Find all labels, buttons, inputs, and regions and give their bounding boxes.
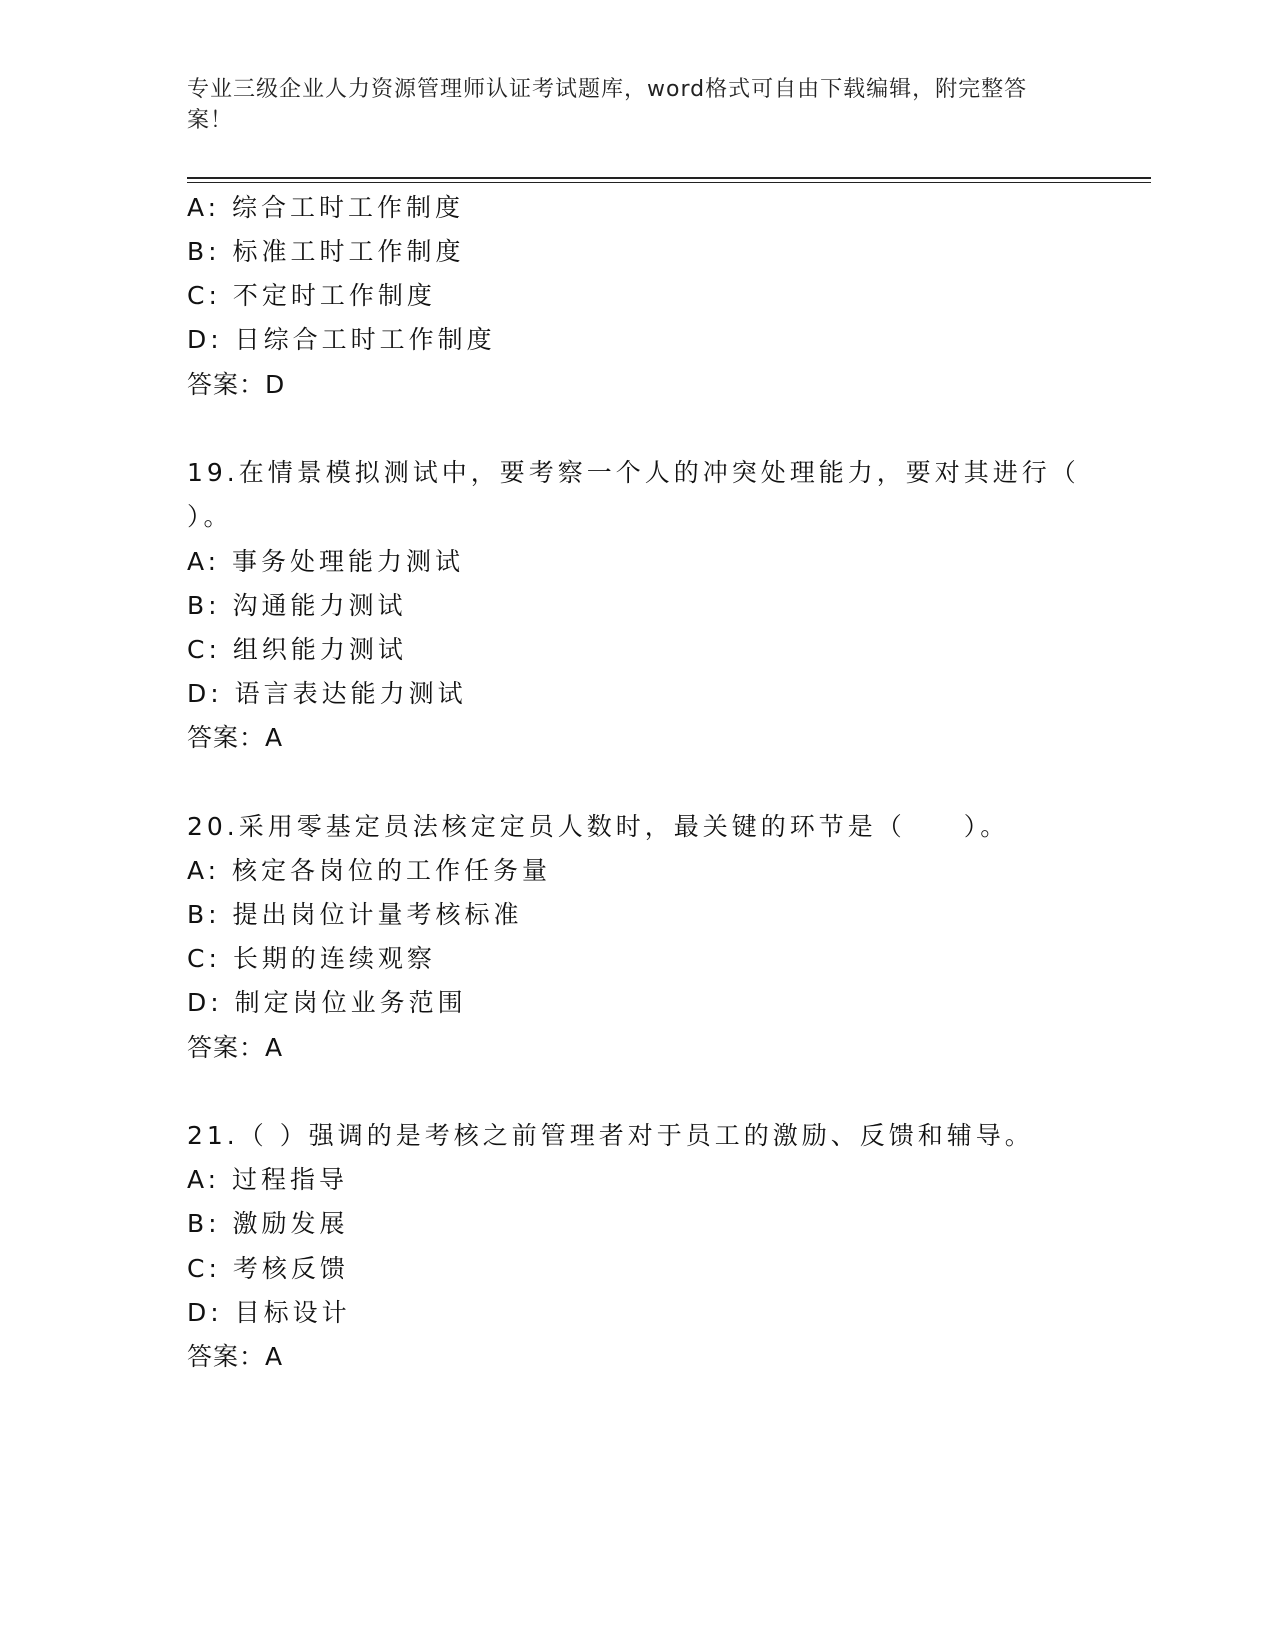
q18-option-c: C: 不定时工作制度 xyxy=(187,281,436,310)
q21-answer: 答案：A xyxy=(187,1342,284,1371)
q19-stem-line2: ）。 xyxy=(187,502,233,531)
header-rule-thick xyxy=(187,177,1151,179)
q19-option-d: D: 语言表达能力测试 xyxy=(187,679,467,708)
q18-answer: 答案：D xyxy=(187,370,286,399)
q19-stem-line1: 19.在情景模拟测试中，要考察一个人的冲突处理能力，要对其进行（ xyxy=(187,458,1080,487)
q21-option-a: A: 过程指导 xyxy=(187,1165,349,1194)
q20-option-b: B: 提出岗位计量考核标准 xyxy=(187,900,523,929)
q18-option-d: D: 日综合工时工作制度 xyxy=(187,325,496,354)
q21-option-d: D: 目标设计 xyxy=(187,1298,351,1327)
q21-option-b: B: 激励发展 xyxy=(187,1209,349,1238)
q18-option-a: A: 综合工时工作制度 xyxy=(187,193,465,222)
q19-option-a: A: 事务处理能力测试 xyxy=(187,547,465,576)
q20-stem: 20.采用零基定员法核定定员人数时，最关键的环节是（ ）。 xyxy=(187,812,1010,841)
page-header: 专业三级企业人力资源管理师认证考试题库，word格式可自由下载编辑，附完整答案！ xyxy=(187,77,1028,133)
q20-option-c: C: 长期的连续观察 xyxy=(187,944,436,973)
q18-option-b: B: 标准工时工作制度 xyxy=(187,237,465,266)
q21-stem: 21.（ ）强调的是考核之前管理者对于员工的激励、反馈和辅导。 xyxy=(187,1121,1034,1150)
q19-option-c: C: 组织能力测试 xyxy=(187,635,407,664)
q20-option-d: D: 制定岗位业务范围 xyxy=(187,988,467,1017)
q19-answer: 答案：A xyxy=(187,723,284,752)
q21-option-c: C: 考核反馈 xyxy=(187,1254,349,1283)
q19-option-b: B: 沟通能力测试 xyxy=(187,591,407,620)
q20-option-a: A: 核定各岗位的工作任务量 xyxy=(187,856,552,885)
q20-answer: 答案：A xyxy=(187,1033,284,1062)
header-rule-thin xyxy=(187,182,1151,183)
